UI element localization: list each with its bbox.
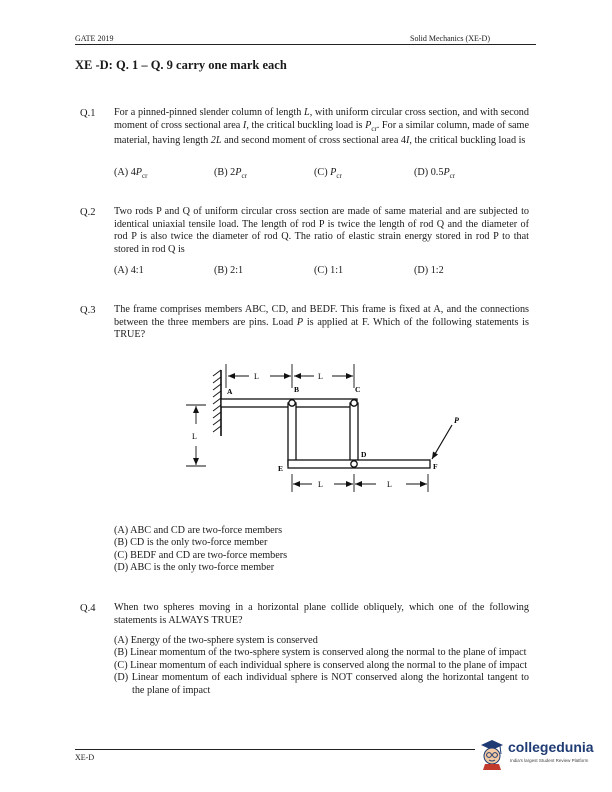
- label-f: F: [433, 462, 438, 471]
- label-b: B: [294, 385, 300, 394]
- header-left: GATE 2019: [75, 34, 114, 43]
- footer-rule: [75, 749, 475, 750]
- q3-number: Q.3: [80, 305, 96, 316]
- label-c: C: [355, 385, 361, 394]
- label-p: P: [454, 416, 459, 425]
- q1-option-a: (A) $4P_{cr}$: [114, 167, 148, 181]
- section-title: XE -D: Q. 1 – Q. 9 carry one mark each: [75, 58, 287, 72]
- fixed-wall-support: [213, 370, 221, 436]
- q2-number: Q.2: [80, 207, 96, 218]
- q4-number: Q.4: [80, 603, 96, 614]
- q2-option-c: (C) 1:1: [314, 265, 344, 276]
- q3-option-b: (B) CD is the only two-force member: [114, 537, 268, 549]
- bottom-dimension: [292, 474, 428, 492]
- q4-options: [114, 635, 529, 697]
- q3-option-d: (D) ABC is the only two-force member: [114, 562, 275, 574]
- label-d: D: [361, 450, 367, 459]
- q2-text: Two rods P and Q of uniform circular cross section are made of same material and are subjected to identical uniaxial tensile load. The length of rod P is twice the length of rod Q and the diameter of rod P is also twice the diameter of rod Q. The ratio of elastic strain energy stored in rod P to that stored in rod Q is: [114, 206, 529, 255]
- q1-text: For a pinned-pinned slender column of length L, with uniform circular cross section, and with second moment of cross sectional area I, the critical buckling load is $P_{cr}$. For a similar column, made of same material, having length 2L and second moment of cross sectional area 4I, the critical buckling load is: [114, 107, 529, 147]
- q3-text: The frame comprises members ABC, CD, and BEDF. This frame is fixed at A, and the connections between the three members are pins. Load P is applied at F. Which of the following statements is TRUE?: [114, 304, 529, 341]
- footer-brand: collegedunia: [508, 739, 594, 755]
- q1-number: Q.1: [80, 108, 96, 119]
- label-e: E: [278, 464, 284, 473]
- q4-option-c: (C) Linear momentum of each individual sphere is conserved along the normal to the plane of impact: [114, 659, 528, 671]
- dim-label-top-2: L: [318, 372, 323, 381]
- load-p-arrow: [432, 425, 452, 459]
- q2-option-a: (A) 4:1: [114, 265, 144, 276]
- q4-option-d: (D) Linear momentum of each individual sphere is NOT conserved along the horizontal tangent to the plane of impact: [114, 672, 529, 696]
- q1-option-b: (B) $2P_{cr}$: [214, 167, 247, 181]
- dim-label-bottom-2: L: [387, 480, 392, 489]
- q3-options: [114, 525, 287, 575]
- q1-option-c: (C) $P_{cr}$: [314, 167, 342, 181]
- dim-label-left: L: [192, 432, 197, 441]
- member-cd: [350, 403, 358, 465]
- dim-label-bottom-1: L: [318, 480, 323, 489]
- q4-text: When two spheres moving in a horizontal plane collide obliquely, which one of the following statements is ALWAYS TRUE?: [114, 602, 529, 626]
- top-dimension: [226, 364, 354, 388]
- dim-label-top-1: L: [254, 372, 259, 381]
- q3-option-c: (C) BEDF and CD are two-force members: [114, 549, 288, 561]
- q2-option-d: (D) 1:2: [414, 265, 444, 276]
- label-a: A: [227, 387, 233, 396]
- q1-option-d: (D) $0.5P_{cr}$: [414, 167, 456, 181]
- member-edf: [288, 460, 430, 468]
- collegedunia-mascot-icon: [478, 737, 506, 771]
- q2-option-b: (B) 2:1: [214, 265, 244, 276]
- header-right: Solid Mechanics (XE-D): [410, 34, 490, 43]
- pin-c: [351, 400, 357, 406]
- pin-b: [289, 400, 295, 406]
- footer-left: XE-D: [75, 753, 95, 762]
- footer-tagline: India's largest Student Review Platform: [510, 758, 589, 763]
- q4-option-a: (A) Energy of the two-sphere system is conserved: [114, 635, 318, 646]
- member-be: [288, 403, 296, 465]
- q3-option-a: (A) ABC and CD are two-force members: [114, 525, 283, 536]
- pin-d: [351, 461, 357, 467]
- q4-option-b: (B) Linear momentum of the two-sphere system is conserved along the normal to the plane of impact: [114, 647, 527, 659]
